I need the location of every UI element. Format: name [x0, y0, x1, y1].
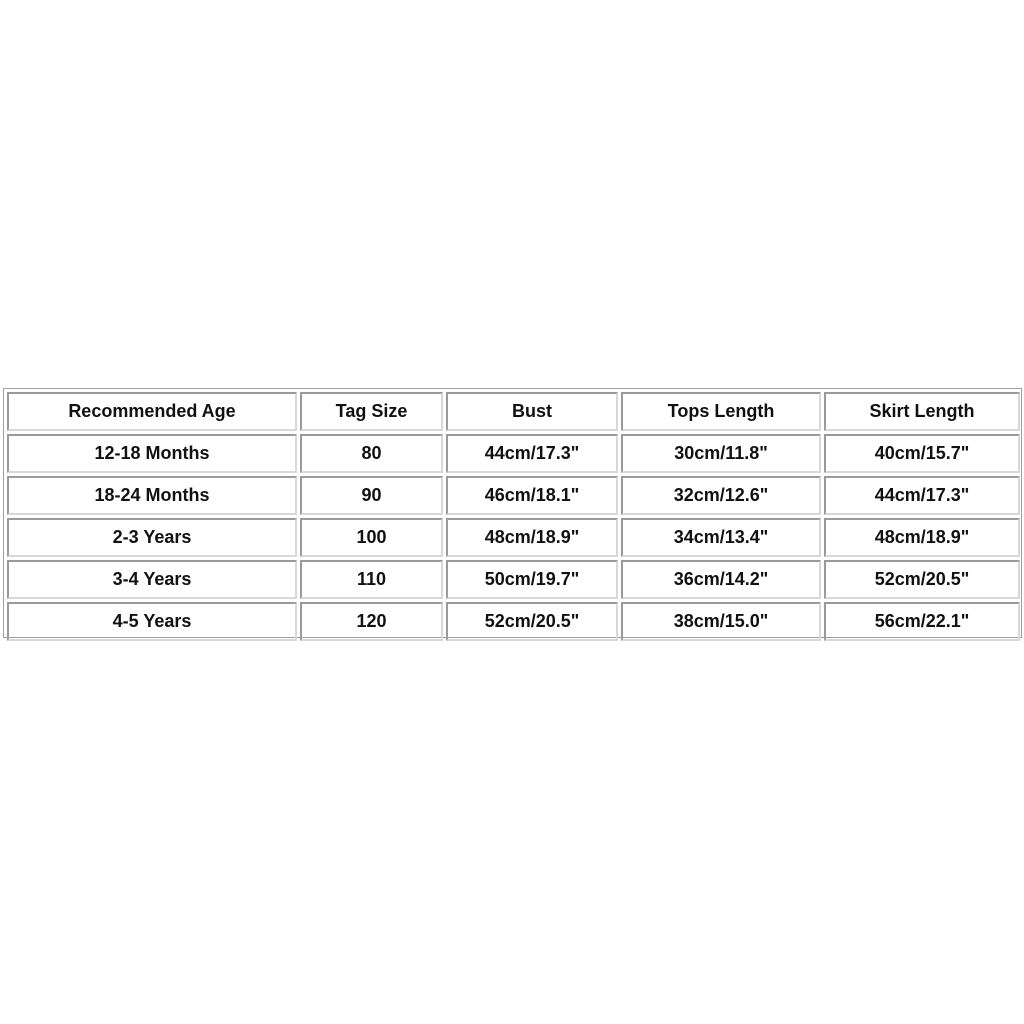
cell-bust: 48cm/18.9" — [446, 518, 618, 557]
cell-bust: 44cm/17.3" — [446, 434, 618, 473]
cell-recommended-age: 4-5 Years — [7, 602, 297, 641]
cell-tag-size: 80 — [300, 434, 443, 473]
cell-tops-length: 38cm/15.0" — [621, 602, 821, 641]
cell-recommended-age: 3-4 Years — [7, 560, 297, 599]
cell-tag-size: 90 — [300, 476, 443, 515]
size-chart — [3, 388, 1022, 638]
column-header-bust: Bust — [446, 392, 618, 431]
cell-skirt-length: 40cm/15.7" — [824, 434, 1020, 473]
cell-skirt-length: 52cm/20.5" — [824, 560, 1020, 599]
column-header-tag-size: Tag Size — [300, 392, 443, 431]
cell-tag-size: 110 — [300, 560, 443, 599]
cell-tag-size: 120 — [300, 602, 443, 641]
cell-skirt-length: 56cm/22.1" — [824, 602, 1020, 641]
table-row — [7, 518, 1020, 557]
cell-tops-length: 30cm/11.8" — [621, 434, 821, 473]
cell-skirt-length: 44cm/17.3" — [824, 476, 1020, 515]
table-header-row — [7, 392, 1020, 431]
cell-bust: 46cm/18.1" — [446, 476, 618, 515]
cell-tops-length: 36cm/14.2" — [621, 560, 821, 599]
cell-bust: 50cm/19.7" — [446, 560, 618, 599]
table-row — [7, 602, 1020, 641]
cell-recommended-age: 12-18 Months — [7, 434, 297, 473]
cell-recommended-age: 18-24 Months — [7, 476, 297, 515]
cell-tag-size: 100 — [300, 518, 443, 557]
cell-tops-length: 32cm/12.6" — [621, 476, 821, 515]
cell-recommended-age: 2-3 Years — [7, 518, 297, 557]
table-row — [7, 560, 1020, 599]
table-row — [7, 476, 1020, 515]
cell-skirt-length: 48cm/18.9" — [824, 518, 1020, 557]
column-header-skirt-length: Skirt Length — [824, 392, 1020, 431]
size-chart-table — [4, 389, 1023, 644]
cell-tops-length: 34cm/13.4" — [621, 518, 821, 557]
cell-bust: 52cm/20.5" — [446, 602, 618, 641]
table-row — [7, 434, 1020, 473]
column-header-recommended-age: Recommended Age — [7, 392, 297, 431]
column-header-tops-length: Tops Length — [621, 392, 821, 431]
